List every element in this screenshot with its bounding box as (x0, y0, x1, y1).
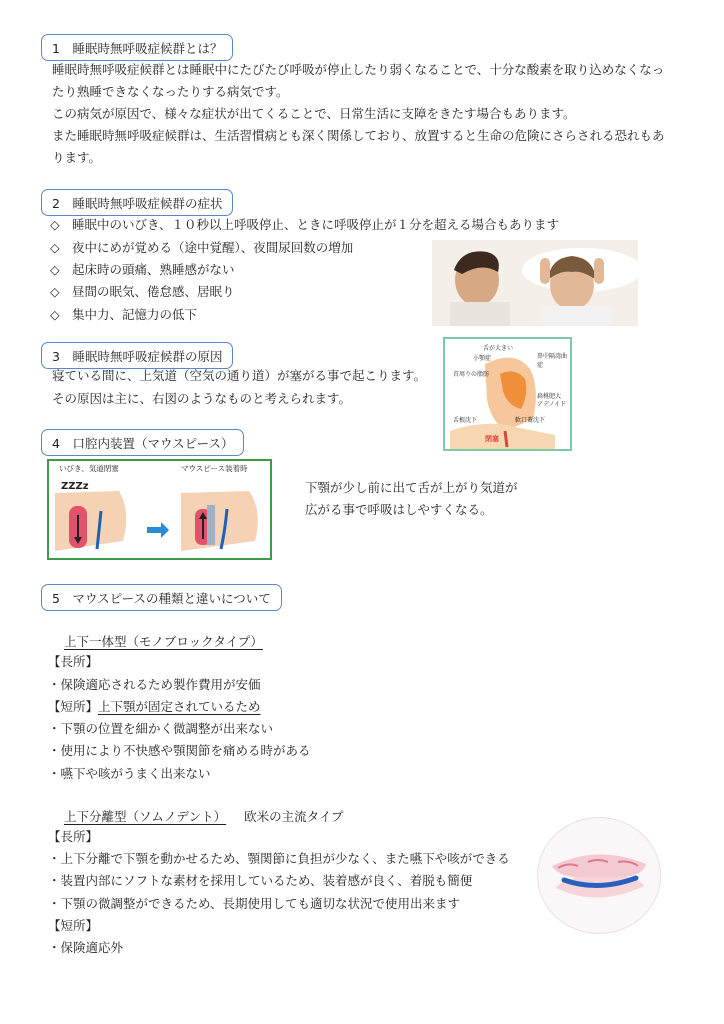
section-3-line: その原因は主に、右図のようなものと考えられます。 (52, 391, 352, 406)
diamond-bullet-icon: ◇ (50, 262, 60, 277)
section-1-heading: 1 睡眠時無呼吸症候群とは？ (41, 34, 233, 61)
symptom-item: ◇ 集中力、記憶力の低下 (50, 307, 198, 322)
type1-demerit-item: ・使用により不快感や顎関節を痛める時がある (48, 743, 311, 758)
diagram-label: 舌が大きい (483, 345, 514, 352)
diamond-bullet-icon: ◇ (50, 284, 60, 299)
diagram-label: 軟口蓋沈下 (515, 417, 546, 424)
mouthpiece-comparison-figure (47, 459, 272, 560)
section-1-line: また睡眠時無呼吸症候群は、生活習慣病とも深く関係しており、放置すると生命の危険にさらされる恐れもあ (52, 128, 665, 143)
diamond-bullet-icon: ◇ (50, 217, 60, 232)
section-1-line: この病気が原因で、様々な症状が出てくることで、日常生活に支障をきたす場合もあります。 (52, 106, 576, 121)
type1-merit-item: ・保険適応されるため製作費用が安価 (48, 677, 261, 692)
section-1-line: 睡眠時無呼吸症候群とは睡眠中にたびたび呼吸が停止したり弱くなることで、十分な酸素を取り込めなくなっ (52, 62, 665, 77)
type1-title: 上下一体型（モノブロックタイプ） (64, 634, 263, 649)
section-1-line: ります。 (52, 150, 102, 165)
type2-title: 上下分離型（ソムノデント） (64, 809, 227, 824)
somnodent-device-image (537, 817, 661, 934)
type2-merit-item: ・装置内部にソフトな素材を採用しているため、装着感が良く、着脱も簡便 (48, 873, 473, 888)
diamond-bullet-icon: ◇ (50, 240, 60, 255)
diagram-label: アデノイド (537, 401, 567, 408)
section-2-heading: 2 睡眠時無呼吸症候群の症状 (41, 189, 233, 216)
diagram-label: 閉塞 (485, 435, 499, 443)
type1-demerits-tag: 【短所】 (48, 699, 99, 714)
section-1-line: たり熟睡できなくなったりする病気です。 (52, 84, 289, 99)
type1-demerits-label (48, 699, 261, 715)
symptom-item: ◇ 睡眠中のいびき、１０秒以上呼吸停止、ときに呼吸停止が１分を超える場合もあります (50, 217, 560, 232)
diagram-label: 扁桃肥大 (537, 393, 562, 400)
diagram-label: 鼻中隔湾曲症 (537, 353, 568, 369)
type1-merits-label: 【長所】 (48, 654, 99, 669)
type2-title-row (64, 807, 344, 825)
diamond-bullet-icon: ◇ (50, 307, 60, 322)
type1-demerit-item: ・嚥下や咳がうまく出来ない (48, 766, 211, 781)
diagram-label: 首周りの脂肪 (453, 371, 490, 378)
type1-demerits-first: 上下顎が固定されているため (98, 699, 261, 714)
section-3-line: 寝ている間に、上気道（空気の通り道）が塞がる事で起こります。 (52, 368, 427, 383)
airway-diagram (443, 337, 572, 451)
mouthpiece-description: 広がる事で呼吸はしやすくなる。 (305, 502, 493, 517)
panel-left-label: いびき、気道閉塞 (59, 464, 119, 473)
type2-merit-item: ・上下分離で下顎を動かせるため、顎関節に負担が少なく、また嚥下や咳ができる (48, 851, 510, 866)
mouthpiece-description: 下顎が少し前に出て舌が上がり気道が (305, 480, 518, 495)
panel-right-label: マウスピース装着時 (181, 464, 248, 473)
symptom-item: ◇ 夜中にめが覚める（途中覚醒）、夜間尿回数の増加 (50, 240, 354, 255)
section-5-heading: 5 マウスピースの種類と違いについて (41, 584, 282, 611)
diagram-label: 小顎症 (473, 355, 492, 362)
type2-merit-item: ・下顎の微調整ができるため、長期使用しても適切な状況で使用出来ます (48, 896, 461, 911)
snoring-couple-photo (432, 240, 638, 326)
diagram-label: 舌根沈下 (453, 417, 478, 424)
type2-demerit-item: ・保険適応外 (48, 940, 124, 955)
symptom-item: ◇ 起床時の頭痛、熟睡感がない (50, 262, 235, 277)
type1-demerit-item: ・下顎の位置を細かく微調整が出来ない (48, 721, 274, 736)
snore-text: ZZZz (61, 481, 89, 492)
type2-note: 欧米の主流タイプ (244, 809, 344, 824)
section-3-heading: 3 睡眠時無呼吸症候群の原因 (41, 342, 233, 369)
section-4-heading: 4 口腔内装置（マウスピース） (41, 429, 244, 456)
type2-merits-label: 【長所】 (48, 829, 99, 844)
type2-demerits-label: 【短所】 (48, 918, 99, 933)
symptom-item: ◇ 昼間の眠気、倦怠感、居眠り (50, 284, 235, 299)
